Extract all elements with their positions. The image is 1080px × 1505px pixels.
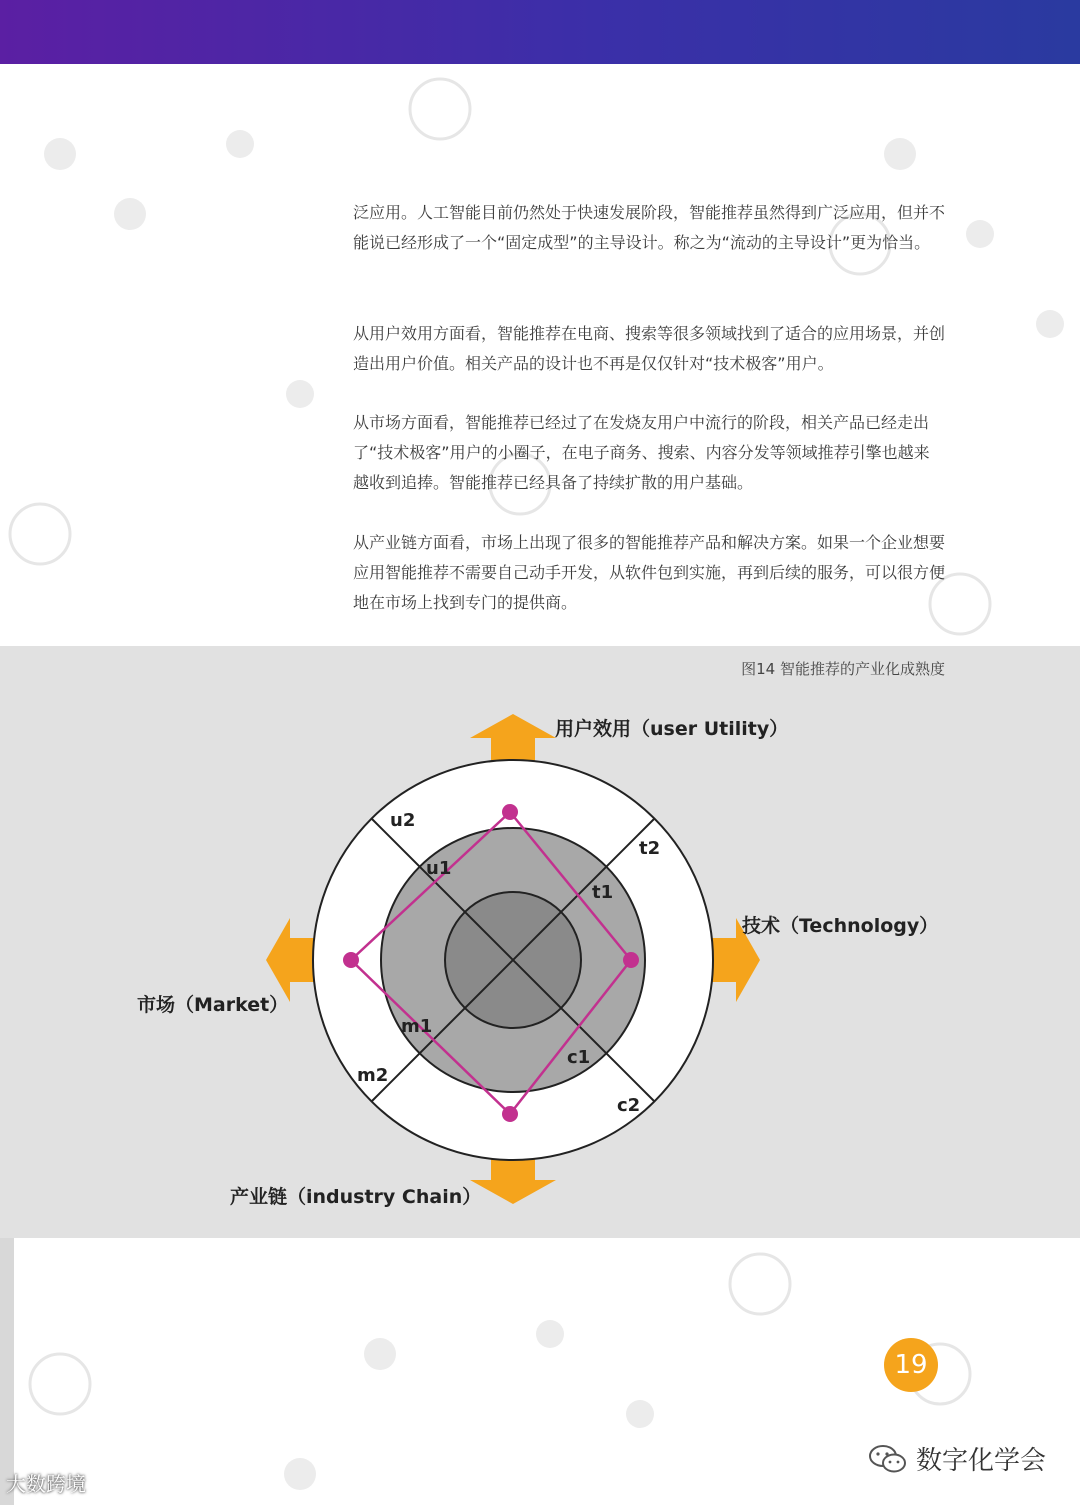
label-m1: m1	[401, 1016, 433, 1037]
paragraph-3: 从市场方面看，智能推荐已经过了在发烧友用户中流行的阶段，相关产品已经走出了“技术极客”用户的小圈子，在电子商务、搜索、内容分发等领域推荐引擎也越来越收到追捧。智能推荐已经具备了持续扩散的用户基础。	[353, 413, 930, 492]
figure-panel	[0, 646, 1080, 1238]
label-t2: t2	[639, 838, 661, 859]
left-edge-strip	[0, 1238, 14, 1505]
axis-label-user-utility: 用户效用（user Utility）	[555, 718, 789, 740]
label-c2: c2	[617, 1095, 641, 1116]
marker-market	[343, 952, 359, 968]
label-c1: c1	[567, 1047, 591, 1068]
label-t1: t1	[592, 882, 614, 903]
paragraph-2: 从用户效用方面看，智能推荐在电商、搜索等很多领域找到了适合的应用场景，并创造出用户价值。相关产品的设计也不再是仅仅针对“技术极客”用户。	[353, 324, 946, 373]
figure-caption: 图14 智能推荐的产业化成熟度	[741, 660, 945, 678]
marker-user-utility	[502, 804, 518, 820]
wechat-icon	[868, 1443, 908, 1475]
account-name: 数字化学会	[915, 1446, 1046, 1476]
marker-technology	[623, 952, 639, 968]
label-m2: m2	[357, 1065, 389, 1086]
header-bar	[0, 0, 1080, 64]
arrow-up-icon	[470, 714, 556, 764]
axis-label-technology: 技术（Technology）	[742, 915, 939, 937]
footer-watermark-left: 大数跨境	[6, 1472, 86, 1496]
arrow-down-icon	[470, 1154, 556, 1204]
footer-account	[868, 1440, 1046, 1477]
marker-industry-chain	[502, 1106, 518, 1122]
page-number: 19	[884, 1338, 938, 1392]
axis-label-market: 市场（Market）	[137, 994, 289, 1016]
label-u1: u1	[426, 858, 452, 879]
label-u2: u2	[390, 810, 416, 831]
paragraph-4: 从产业链方面看，市场上出现了很多的智能推荐产品和解决方案。如果一个企业想要应用智能推荐不需要自己动手开发，从软件包到实施，再到后续的服务，可以很方便地在市场上找到专门的提供商。	[353, 533, 946, 612]
maturity-diagram	[0, 646, 1080, 1238]
axis-label-industry-chain: 产业链（industry Chain）	[230, 1186, 482, 1208]
arrow-left-icon	[266, 918, 314, 1002]
paragraph-1: 泛应用。人工智能目前仍然处于快速发展阶段，智能推荐虽然得到广泛应用，但并不能说已经形成了一个“固定成型”的主导设计。称之为“流动的主导设计”更为恰当。	[353, 203, 946, 252]
